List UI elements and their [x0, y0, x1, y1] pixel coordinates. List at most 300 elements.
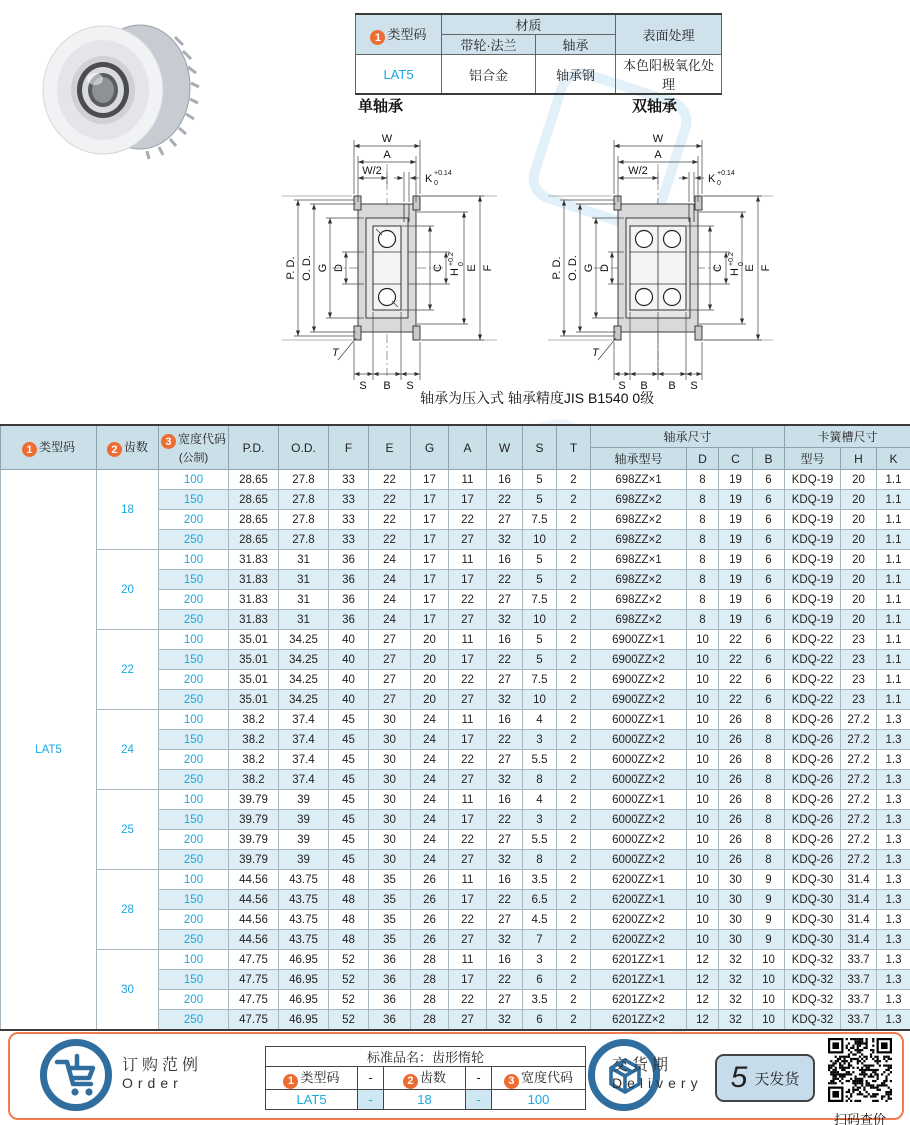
col-header-circlip-h: H: [841, 448, 877, 470]
g-cell: 28: [411, 950, 449, 970]
svg-text:O. D.: O. D.: [567, 255, 579, 281]
order-value-type[interactable]: LAT5: [266, 1089, 358, 1109]
a-cell: 27: [449, 930, 487, 950]
circlip-k-cell: 1.3: [877, 990, 910, 1010]
bearing-d-cell: 8: [687, 550, 719, 570]
type-code-cell[interactable]: LAT5: [1, 470, 97, 1031]
s-cell: 5: [523, 630, 557, 650]
bearing-b-cell: 9: [753, 910, 785, 930]
circlip-model-cell: KDQ-19: [785, 590, 841, 610]
t-cell: 2: [557, 910, 591, 930]
width-code-cell[interactable]: 100: [159, 950, 229, 970]
g-cell: 17: [411, 590, 449, 610]
circlip-h-cell: 27.2: [841, 730, 877, 750]
spec-header-type: 1 类型码: [356, 14, 442, 55]
g-cell: 24: [411, 710, 449, 730]
teeth-cell[interactable]: 18: [97, 470, 159, 550]
circlip-model-cell: KDQ-19: [785, 510, 841, 530]
order-header-width: 3 宽度代码: [492, 1067, 586, 1090]
spec-table: [355, 13, 722, 95]
a-cell: 27: [449, 1010, 487, 1031]
od-cell: 34.25: [279, 690, 329, 710]
table-row: [1, 790, 910, 810]
width-code-cell[interactable]: 150: [159, 730, 229, 750]
bearing-c-cell: 22: [719, 630, 753, 650]
table-row: [1, 710, 910, 730]
g-cell: 26: [411, 910, 449, 930]
width-code-cell[interactable]: 200: [159, 590, 229, 610]
od-cell: 37.4: [279, 750, 329, 770]
product-photo: [25, 15, 205, 165]
width-code-cell[interactable]: 250: [159, 850, 229, 870]
a-cell: 17: [449, 490, 487, 510]
width-code-cell[interactable]: 150: [159, 650, 229, 670]
bearing-b-cell: 9: [753, 870, 785, 890]
bearing-model-cell: 6200ZZ×2: [591, 910, 687, 930]
pd-cell: 38.2: [229, 770, 279, 790]
f-cell: 45: [329, 810, 369, 830]
e-cell: 27: [369, 630, 411, 650]
spec-type-code[interactable]: LAT5: [356, 55, 442, 95]
g-cell: 24: [411, 830, 449, 850]
teeth-cell[interactable]: 24: [97, 710, 159, 790]
circlip-model-cell: KDQ-30: [785, 910, 841, 930]
e-cell: 35: [369, 890, 411, 910]
circlip-k-cell: 1.3: [877, 890, 910, 910]
s-cell: 3: [523, 730, 557, 750]
t-cell: 2: [557, 570, 591, 590]
svg-text:0: 0: [458, 262, 465, 266]
bearing-model-cell: 6201ZZ×1: [591, 950, 687, 970]
a-cell: 17: [449, 970, 487, 990]
col-header-pd: P.D.: [229, 425, 279, 470]
t-cell: 2: [557, 810, 591, 830]
pd-cell: 38.2: [229, 750, 279, 770]
e-cell: 24: [369, 570, 411, 590]
circlip-h-cell: 20: [841, 550, 877, 570]
svg-text:C: C: [712, 264, 724, 272]
bearing-d-cell: 10: [687, 730, 719, 750]
circlip-h-cell: 27.2: [841, 810, 877, 830]
svg-text:P. D.: P. D.: [551, 256, 563, 280]
svg-text:G: G: [317, 263, 329, 273]
bearing-c-cell: 19: [719, 570, 753, 590]
circlip-k-cell: 1.3: [877, 830, 910, 850]
circlip-h-cell: 20: [841, 510, 877, 530]
e-cell: 30: [369, 750, 411, 770]
bearing-b-cell: 6: [753, 670, 785, 690]
s-cell: 6: [523, 970, 557, 990]
g-cell: 28: [411, 970, 449, 990]
t-cell: 2: [557, 710, 591, 730]
bearing-c-cell: 19: [719, 530, 753, 550]
s-cell: 5: [523, 570, 557, 590]
w-cell: 16: [487, 950, 523, 970]
bearing-c-cell: 30: [719, 910, 753, 930]
s-cell: 6.5: [523, 890, 557, 910]
order-dash: -: [466, 1089, 492, 1109]
circlip-k-cell: 1.1: [877, 490, 910, 510]
width-code-cell[interactable]: 200: [159, 830, 229, 850]
circlip-k-cell: 1.1: [877, 530, 910, 550]
pd-cell: 28.65: [229, 510, 279, 530]
width-code-cell[interactable]: 200: [159, 990, 229, 1010]
circlip-h-cell: 20: [841, 570, 877, 590]
e-cell: 27: [369, 690, 411, 710]
delivery-days-box: [715, 1054, 815, 1102]
t-cell: 2: [557, 830, 591, 850]
f-cell: 45: [329, 850, 369, 870]
od-cell: 37.4: [279, 770, 329, 790]
bearing-c-cell: 30: [719, 870, 753, 890]
circlip-model-cell: KDQ-26: [785, 730, 841, 750]
w-cell: 27: [487, 670, 523, 690]
width-code-cell[interactable]: 100: [159, 710, 229, 730]
svg-text:C: C: [432, 264, 444, 272]
s-cell: 10: [523, 530, 557, 550]
w-cell: 22: [487, 810, 523, 830]
circlip-h-cell: 27.2: [841, 770, 877, 790]
bearing-d-cell: 10: [687, 930, 719, 950]
num-1-badge: 1: [22, 442, 37, 457]
bearing-d-cell: 10: [687, 810, 719, 830]
od-cell: 37.4: [279, 730, 329, 750]
bearing-model-cell: 6900ZZ×2: [591, 690, 687, 710]
svg-text:S: S: [406, 380, 414, 392]
circlip-k-cell: 1.3: [877, 750, 910, 770]
bearing-c-cell: 19: [719, 510, 753, 530]
svg-text:G: G: [583, 263, 595, 273]
order-dash: -: [358, 1067, 384, 1090]
g-cell: 20: [411, 690, 449, 710]
circlip-model-cell: KDQ-26: [785, 770, 841, 790]
teeth-cell[interactable]: 30: [97, 950, 159, 1031]
circlip-model-cell: KDQ-26: [785, 710, 841, 730]
g-cell: 17: [411, 510, 449, 530]
width-code-cell[interactable]: 200: [159, 510, 229, 530]
g-cell: 24: [411, 750, 449, 770]
table-row: [1, 950, 910, 970]
e-cell: 30: [369, 770, 411, 790]
width-code-cell[interactable]: 250: [159, 770, 229, 790]
svg-text:E: E: [744, 264, 756, 272]
spec-subheader-bearing: 轴承: [536, 35, 616, 55]
a-cell: 11: [449, 470, 487, 490]
num-1-badge: 1: [370, 30, 385, 45]
a-cell: 22: [449, 990, 487, 1010]
bearing-note: 轴承为压入式 轴承精度JIS B1540 0级: [420, 390, 655, 406]
circlip-h-cell: 33.7: [841, 990, 877, 1010]
teeth-cell[interactable]: 20: [97, 550, 159, 630]
w-cell: 27: [487, 590, 523, 610]
a-cell: 27: [449, 530, 487, 550]
width-code-cell[interactable]: 100: [159, 630, 229, 650]
col-header-t: T: [557, 425, 591, 470]
bearing-b-cell: 8: [753, 830, 785, 850]
col-header-width-code: 3 宽度代码 (公制): [159, 425, 229, 470]
bearing-b-cell: 9: [753, 890, 785, 910]
g-cell: 20: [411, 630, 449, 650]
bearing-b-cell: 8: [753, 810, 785, 830]
bearing-c-cell: 19: [719, 590, 753, 610]
qr-code: [828, 1038, 892, 1102]
bearing-model-cell: 6000ZZ×2: [591, 750, 687, 770]
pd-cell: 44.56: [229, 870, 279, 890]
circlip-k-cell: 1.3: [877, 790, 910, 810]
teeth-cell[interactable]: 22: [97, 630, 159, 710]
t-cell: 2: [557, 1010, 591, 1031]
bearing-d-cell: 10: [687, 630, 719, 650]
bearing-d-cell: 10: [687, 650, 719, 670]
f-cell: 45: [329, 710, 369, 730]
width-code-cell[interactable]: 250: [159, 690, 229, 710]
width-code-cell[interactable]: 150: [159, 570, 229, 590]
dimension-table-body: [1, 470, 910, 1031]
bearing-b-cell: 8: [753, 750, 785, 770]
a-cell: 11: [449, 790, 487, 810]
w-cell: 32: [487, 770, 523, 790]
circlip-model-cell: KDQ-30: [785, 890, 841, 910]
w-cell: 32: [487, 930, 523, 950]
bearing-c-cell: 30: [719, 930, 753, 950]
bearing-b-cell: 8: [753, 790, 785, 810]
t-cell: 2: [557, 970, 591, 990]
width-code-cell[interactable]: 150: [159, 970, 229, 990]
w-cell: 22: [487, 970, 523, 990]
s-cell: 5: [523, 650, 557, 670]
g-cell: 26: [411, 890, 449, 910]
e-cell: 24: [369, 590, 411, 610]
width-code-cell[interactable]: 100: [159, 470, 229, 490]
a-cell: 22: [449, 750, 487, 770]
a-cell: 27: [449, 850, 487, 870]
bearing-model-cell: 698ZZ×2: [591, 510, 687, 530]
g-cell: 24: [411, 790, 449, 810]
order-header-type: 1 类型码: [266, 1067, 358, 1090]
svg-text:S: S: [618, 380, 626, 392]
svg-text:F: F: [482, 264, 494, 272]
e-cell: 35: [369, 910, 411, 930]
delivery-label-en: Delivery: [612, 1075, 703, 1091]
order-value-teeth[interactable]: 18: [384, 1089, 466, 1109]
w-cell: 27: [487, 830, 523, 850]
s-cell: 5.5: [523, 750, 557, 770]
e-cell: 30: [369, 710, 411, 730]
a-cell: 11: [449, 710, 487, 730]
t-cell: 2: [557, 590, 591, 610]
svg-text:H: H: [449, 268, 461, 276]
bearing-c-cell: 26: [719, 770, 753, 790]
width-code-cell[interactable]: 100: [159, 790, 229, 810]
pd-cell: 47.75: [229, 950, 279, 970]
f-cell: 40: [329, 670, 369, 690]
pd-cell: 35.01: [229, 690, 279, 710]
f-cell: 52: [329, 970, 369, 990]
bearing-model-cell: 6000ZZ×2: [591, 810, 687, 830]
bearing-c-cell: 22: [719, 650, 753, 670]
svg-text:W/2: W/2: [362, 165, 382, 177]
circlip-k-cell: 1.1: [877, 510, 910, 530]
od-cell: 27.8: [279, 510, 329, 530]
width-code-cell[interactable]: 200: [159, 670, 229, 690]
bearing-c-cell: 32: [719, 970, 753, 990]
e-cell: 30: [369, 810, 411, 830]
circlip-h-cell: 31.4: [841, 910, 877, 930]
a-cell: 11: [449, 630, 487, 650]
s-cell: 8: [523, 850, 557, 870]
table-row: [1, 550, 910, 570]
s-cell: 7.5: [523, 590, 557, 610]
e-cell: 36: [369, 990, 411, 1010]
a-cell: 22: [449, 670, 487, 690]
width-code-cell[interactable]: 250: [159, 930, 229, 950]
circlip-h-cell: 20: [841, 490, 877, 510]
f-cell: 45: [329, 830, 369, 850]
col-header-od: O.D.: [279, 425, 329, 470]
svg-text:K: K: [708, 173, 716, 185]
f-cell: 40: [329, 650, 369, 670]
t-cell: 2: [557, 650, 591, 670]
pd-cell: 38.2: [229, 730, 279, 750]
bearing-c-cell: 26: [719, 830, 753, 850]
circlip-h-cell: 31.4: [841, 890, 877, 910]
s-cell: 4.5: [523, 910, 557, 930]
od-cell: 46.95: [279, 1010, 329, 1031]
order-value-width[interactable]: 100: [492, 1089, 586, 1109]
width-code-cell[interactable]: 150: [159, 810, 229, 830]
circlip-k-cell: 1.3: [877, 770, 910, 790]
circlip-k-cell: 1.3: [877, 910, 910, 930]
od-cell: 31: [279, 550, 329, 570]
od-cell: 27.8: [279, 490, 329, 510]
circlip-h-cell: 27.2: [841, 710, 877, 730]
od-cell: 27.8: [279, 530, 329, 550]
bearing-c-cell: 26: [719, 810, 753, 830]
bearing-model-cell: 698ZZ×2: [591, 590, 687, 610]
order-table-title: 标准品名：齿形惰轮: [266, 1047, 586, 1067]
t-cell: 2: [557, 470, 591, 490]
col-header-bearing-model: 轴承型号: [591, 448, 687, 470]
e-cell: 24: [369, 610, 411, 630]
f-cell: 33: [329, 470, 369, 490]
bearing-c-cell: 19: [719, 490, 753, 510]
s-cell: 10: [523, 610, 557, 630]
a-cell: 11: [449, 950, 487, 970]
g-cell: 24: [411, 810, 449, 830]
bearing-b-cell: 6: [753, 630, 785, 650]
bearing-b-cell: 6: [753, 530, 785, 550]
e-cell: 35: [369, 930, 411, 950]
od-cell: 39: [279, 810, 329, 830]
a-cell: 22: [449, 590, 487, 610]
circlip-k-cell: 1.1: [877, 470, 910, 490]
spec-material-pulley: 铝合金: [442, 55, 536, 95]
bearing-d-cell: 8: [687, 610, 719, 630]
bearing-model-cell: 6201ZZ×1: [591, 970, 687, 990]
f-cell: 45: [329, 770, 369, 790]
circlip-model-cell: KDQ-32: [785, 950, 841, 970]
width-code-cell[interactable]: 250: [159, 530, 229, 550]
circlip-k-cell: 1.1: [877, 650, 910, 670]
svg-text:B: B: [640, 380, 648, 392]
pd-cell: 39.79: [229, 850, 279, 870]
circlip-k-cell: 1.1: [877, 550, 910, 570]
circlip-model-cell: KDQ-30: [785, 870, 841, 890]
width-code-cell[interactable]: 100: [159, 550, 229, 570]
a-cell: 17: [449, 730, 487, 750]
s-cell: 3.5: [523, 870, 557, 890]
circlip-model-cell: KDQ-19: [785, 530, 841, 550]
pd-cell: 35.01: [229, 650, 279, 670]
f-cell: 36: [329, 550, 369, 570]
order-label-en: Order: [122, 1075, 183, 1091]
s-cell: 3: [523, 810, 557, 830]
bearing-c-cell: 26: [719, 730, 753, 750]
bearing-model-cell: 698ZZ×2: [591, 610, 687, 630]
bearing-c-cell: 22: [719, 690, 753, 710]
teeth-cell[interactable]: 25: [97, 790, 159, 870]
width-code-cell[interactable]: 250: [159, 610, 229, 630]
bearing-model-cell: 6200ZZ×1: [591, 870, 687, 890]
g-cell: 17: [411, 530, 449, 550]
width-code-cell[interactable]: 150: [159, 490, 229, 510]
od-cell: 39: [279, 850, 329, 870]
bearing-b-cell: 6: [753, 650, 785, 670]
circlip-model-cell: KDQ-26: [785, 790, 841, 810]
od-cell: 46.95: [279, 970, 329, 990]
bearing-model-cell: 698ZZ×1: [591, 550, 687, 570]
t-cell: 2: [557, 990, 591, 1010]
circlip-k-cell: 1.1: [877, 590, 910, 610]
col-header-bearing-c: C: [719, 448, 753, 470]
svg-text:0: 0: [434, 180, 438, 187]
width-code-cell[interactable]: 150: [159, 890, 229, 910]
width-code-cell[interactable]: 200: [159, 910, 229, 930]
width-code-cell[interactable]: 200: [159, 750, 229, 770]
teeth-cell[interactable]: 28: [97, 870, 159, 950]
width-code-cell[interactable]: 250: [159, 1010, 229, 1031]
circlip-h-cell: 23: [841, 650, 877, 670]
e-cell: 22: [369, 470, 411, 490]
bearing-d-cell: 10: [687, 910, 719, 930]
circlip-k-cell: 1.3: [877, 1010, 910, 1031]
od-cell: 34.25: [279, 630, 329, 650]
bearing-b-cell: 6: [753, 510, 785, 530]
w-cell: 32: [487, 850, 523, 870]
t-cell: 2: [557, 530, 591, 550]
circlip-h-cell: 20: [841, 530, 877, 550]
g-cell: 17: [411, 470, 449, 490]
a-cell: 17: [449, 810, 487, 830]
bearing-d-cell: 8: [687, 510, 719, 530]
bearing-model-cell: 6000ZZ×1: [591, 710, 687, 730]
od-cell: 31: [279, 590, 329, 610]
svg-text:0: 0: [738, 262, 745, 266]
bearing-c-cell: 26: [719, 790, 753, 810]
f-cell: 45: [329, 730, 369, 750]
svg-text:+0.2: +0.2: [448, 252, 455, 266]
w-cell: 22: [487, 650, 523, 670]
bearing-model-cell: 6900ZZ×2: [591, 670, 687, 690]
width-code-cell[interactable]: 100: [159, 870, 229, 890]
bearing-c-cell: 32: [719, 990, 753, 1010]
w-cell: 16: [487, 550, 523, 570]
f-cell: 33: [329, 510, 369, 530]
bearing-d-cell: 12: [687, 950, 719, 970]
f-cell: 45: [329, 790, 369, 810]
col-header-type-code: 1 类型码: [1, 425, 97, 470]
circlip-model-cell: KDQ-26: [785, 830, 841, 850]
